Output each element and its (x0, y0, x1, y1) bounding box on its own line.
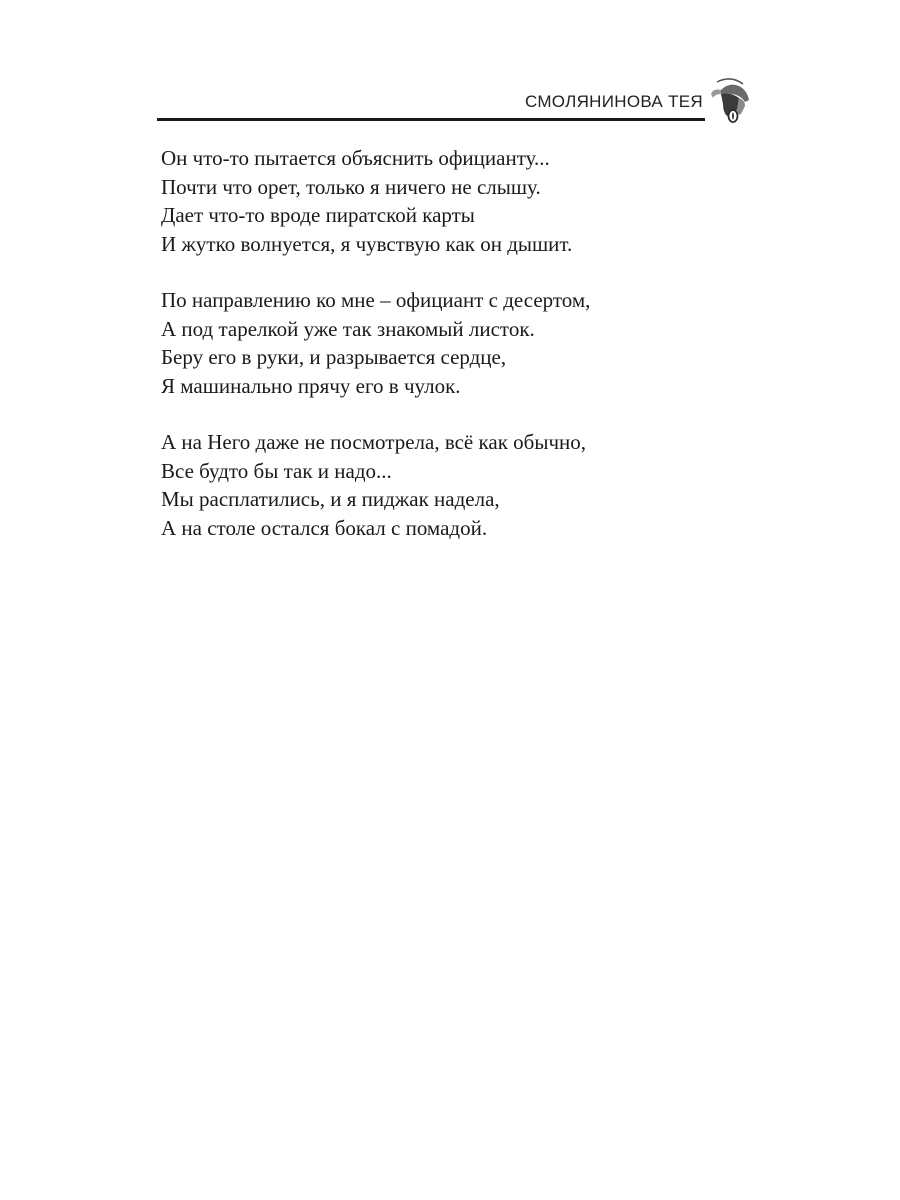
poem-line: Беру его в руки, и разрывается сердце, (161, 345, 507, 369)
poem-body (161, 144, 761, 570)
poem-line: А под тарелкой уже так знакомый листок. (161, 316, 535, 341)
poem-line: А на столе остался бокал с помадой. (161, 515, 488, 540)
poem-line: Мы расплатились, и я пиджак надела, (161, 487, 500, 511)
poem-line: Дает что-то вроде пиратской карты (161, 203, 475, 227)
stanza-3 (161, 428, 761, 542)
header-author-name: СМОЛЯНИНОВА ТЕЯ (524, 92, 703, 111)
header-rule (157, 118, 705, 121)
poem-line: А на Него даже не посмотрела, всё как обычно, (161, 430, 587, 454)
stanza-2 (161, 286, 761, 400)
poem-line: Я машинально прячу его в чулок. (161, 373, 461, 398)
poem-line: Все будто бы так и надо... (161, 458, 392, 483)
ink-bottle-quill-icon (709, 76, 753, 124)
stanza-1 (161, 144, 761, 258)
poem-line: Почти что орет, только я ничего не слышу. (161, 174, 541, 199)
poem-line: Он что-то пытается объяснить официанту... (161, 146, 550, 170)
running-header (157, 76, 757, 128)
poem-line: И жутко волнуется, я чувствую как он дышит. (161, 231, 573, 256)
poem-line: По направлению ко мне – официант с десертом, (161, 288, 591, 312)
